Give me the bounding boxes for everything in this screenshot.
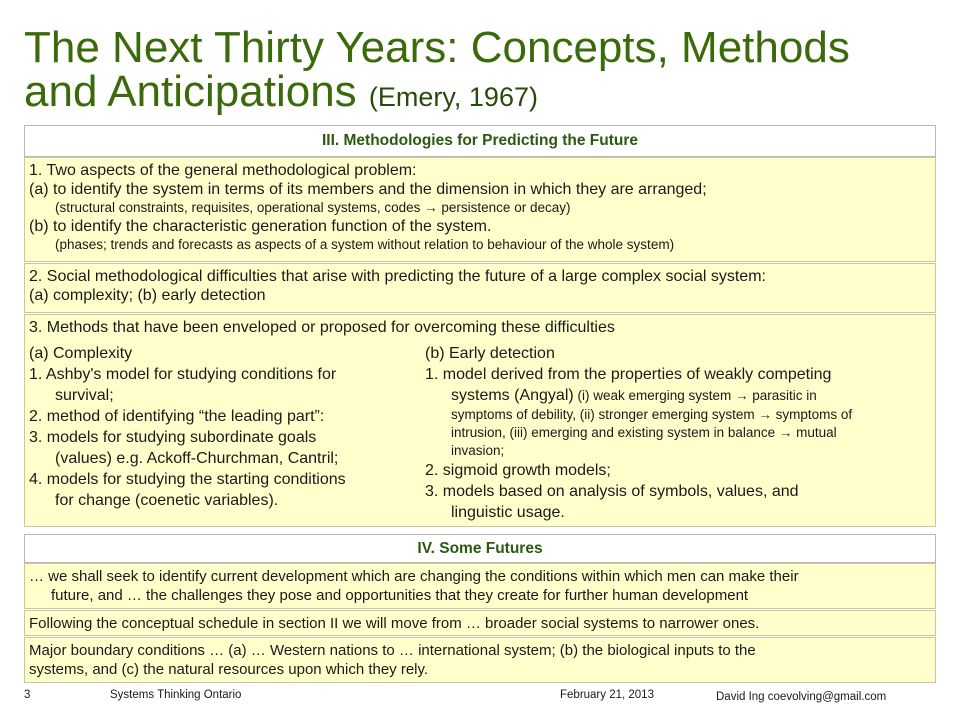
title-citation: (Emery, 1967)	[368, 82, 538, 112]
s3-item1-line1: 1. Two aspects of the general methodological problem:	[29, 162, 417, 179]
complexity-item-2: 2. method of identifying “the leading part”:	[29, 408, 325, 425]
section-3-item-1	[24, 157, 936, 262]
s3-item1-line3: (structural constraints, requisites, operational systems, codes → persistence or decay)	[55, 200, 571, 215]
early-detection-item-3: 3. models based on analysis of symbols, values, and	[425, 483, 799, 500]
title-line-1: The Next Thirty Years: Concepts, Methods	[24, 23, 850, 72]
s3-item1-line4: (b) to identify the characteristic generation function of the system.	[29, 218, 492, 235]
angyal-detail: (i) weak emerging system → parasitic in	[573, 388, 817, 403]
complexity-item-4: 4. models for studying the starting conditions	[29, 471, 346, 488]
footer-date: February 21, 2013	[560, 689, 654, 701]
title-line-2-text: and Anticipations	[24, 67, 357, 116]
s4-para1-line2: future, and … the challenges they pose and opportunities that they create for further human development	[51, 587, 749, 604]
s4-para3-line1: Major boundary conditions … (a) … Western nations to … international system; (b) the biological inputs to the	[29, 642, 756, 659]
complexity-item-3: 3. models for studying subordinate goals	[29, 429, 317, 446]
early-detection-heading: (b) Early detection	[425, 345, 555, 362]
complexity-item-1: 1. Ashby's model for studying conditions for	[29, 366, 337, 383]
s4-para3-line2: systems, and (c) the natural resources upon which they rely.	[29, 661, 429, 678]
early-detection-item-1-cont	[425, 385, 933, 406]
s3-item1-line5: (phases; trends and forecasts as aspects of a system without relation to behaviour of the whole system)	[55, 237, 675, 252]
footer-organization: Systems Thinking Ontario	[110, 689, 242, 701]
title-line-2	[24, 67, 954, 119]
angyal-text: systems (Angyal)	[451, 387, 574, 404]
early-detection-item-1: 1. model derived from the properties of weakly competing	[425, 366, 832, 383]
complexity-column	[29, 343, 419, 511]
footer-page-number: 3	[24, 689, 31, 701]
complexity-item-1-cont: survival;	[55, 387, 114, 404]
section-3-item-3	[24, 314, 936, 527]
early-detection-item-3-cont: linguistic usage.	[451, 504, 565, 521]
slide-title	[24, 23, 954, 119]
s3-item2-line2: (a) complexity; (b) early detection	[29, 287, 266, 304]
section-3-header: III. Methodologies for Predicting the Future	[24, 125, 936, 157]
complexity-heading: (a) Complexity	[29, 345, 133, 362]
s3-item2-line1: 2. Social methodological difficulties that arise with predicting the future of a large complex social system:	[29, 268, 766, 285]
footer-author: David Ing coevolving@gmail.com	[716, 691, 887, 703]
complexity-item-3-cont: (values) e.g. Ackoff-Churchman, Cantril;	[55, 450, 339, 467]
section-4-para-2: Following the conceptual schedule in section II we will move from … broader social systems to narrower ones.	[24, 610, 936, 636]
complexity-item-4-cont: for change (coenetic variables).	[55, 492, 279, 509]
section-4-header: IV. Some Futures	[24, 534, 936, 563]
early-detection-item-1-detail-3: intrusion, (iii) emerging and existing system in balance → mutual	[451, 425, 837, 440]
early-detection-item-2: 2. sigmoid growth models;	[425, 462, 611, 479]
s3-item3-line1: 3. Methods that have been enveloped or proposed for overcoming these difficulties	[29, 319, 615, 336]
s3-item3-columns	[25, 343, 937, 523]
s3-item1-line2: (a) to identify the system in terms of its members and the dimension in which they are arranged;	[29, 181, 707, 198]
section-4-para-3	[24, 637, 936, 683]
early-detection-item-1-detail-4: invasion;	[451, 443, 505, 458]
s4-para1-line1: … we shall seek to identify current development which are changing the conditions within which men can make their	[29, 568, 799, 585]
early-detection-item-1-detail-2: symptoms of debility, (ii) stronger emerging system → symptoms of	[451, 407, 853, 422]
section-4-para-1	[24, 563, 936, 609]
early-detection-column	[425, 343, 933, 523]
section-3-item-2	[24, 263, 936, 313]
